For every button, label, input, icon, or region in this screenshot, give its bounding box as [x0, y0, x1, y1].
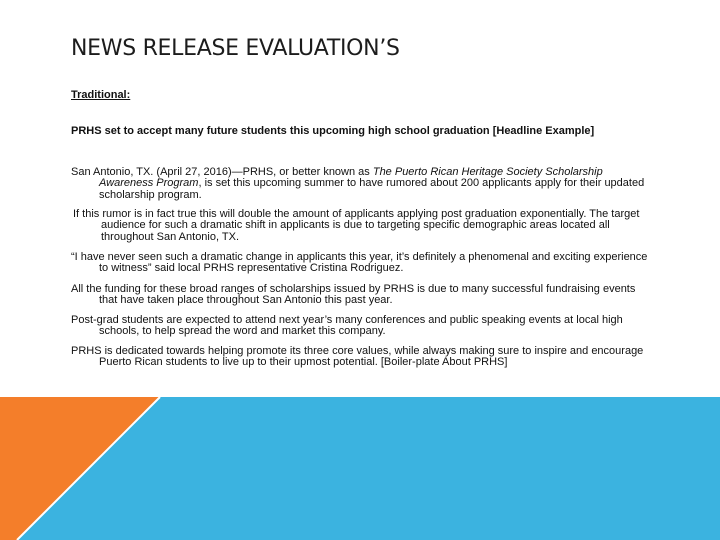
section-subhead: Traditional:	[71, 89, 131, 101]
dateline-rest: , is set this upcoming summer to have rumored about 200 applicants apply for their updated scholarship program.	[99, 177, 645, 201]
paragraph-events: Post-grad students are expected to attend next year’s many conferences and public speaking events at local high schools, to help spread the word and market this company.	[71, 314, 623, 338]
paragraph-funding: All the funding for these broad ranges of scholarships issued by PRHS is due to many successful fundraising events that have taken place throughout San Antonio this past year.	[71, 283, 636, 307]
paragraph-quote: “I have never seen such a dramatic change in applicants this year, it’s definitely a phenomenal and exciting experience to witness” said local PRHS representative Cristina Rodriguez.	[71, 251, 648, 275]
program-name: The Puerto Rican Heritage Society Scholarship Awareness Program	[99, 166, 603, 190]
paragraph-boilerplate: PRHS is dedicated towards helping promote its three core values, while always making sure to inspire and encourage Puerto Rican students to live up to their upmost potential. [Boiler-plate About PRHS]	[71, 345, 644, 369]
dateline-lead: San Antonio, TX. (April 27, 2016)—PRHS, or better known as	[71, 166, 373, 178]
slide-title: NEWS RELEASE EVALUATION’S	[71, 36, 400, 61]
headline-example: PRHS set to accept many future students this upcoming high school graduation [Headline Example]	[71, 125, 595, 137]
paragraph-rumor: If this rumor is in fact true this will double the amount of applicants applying post graduation exponentially. The target audience for such a dramatic shift in applicants is due to targeting specific demographic areas located all throughout San Antonio, TX.	[73, 208, 640, 243]
